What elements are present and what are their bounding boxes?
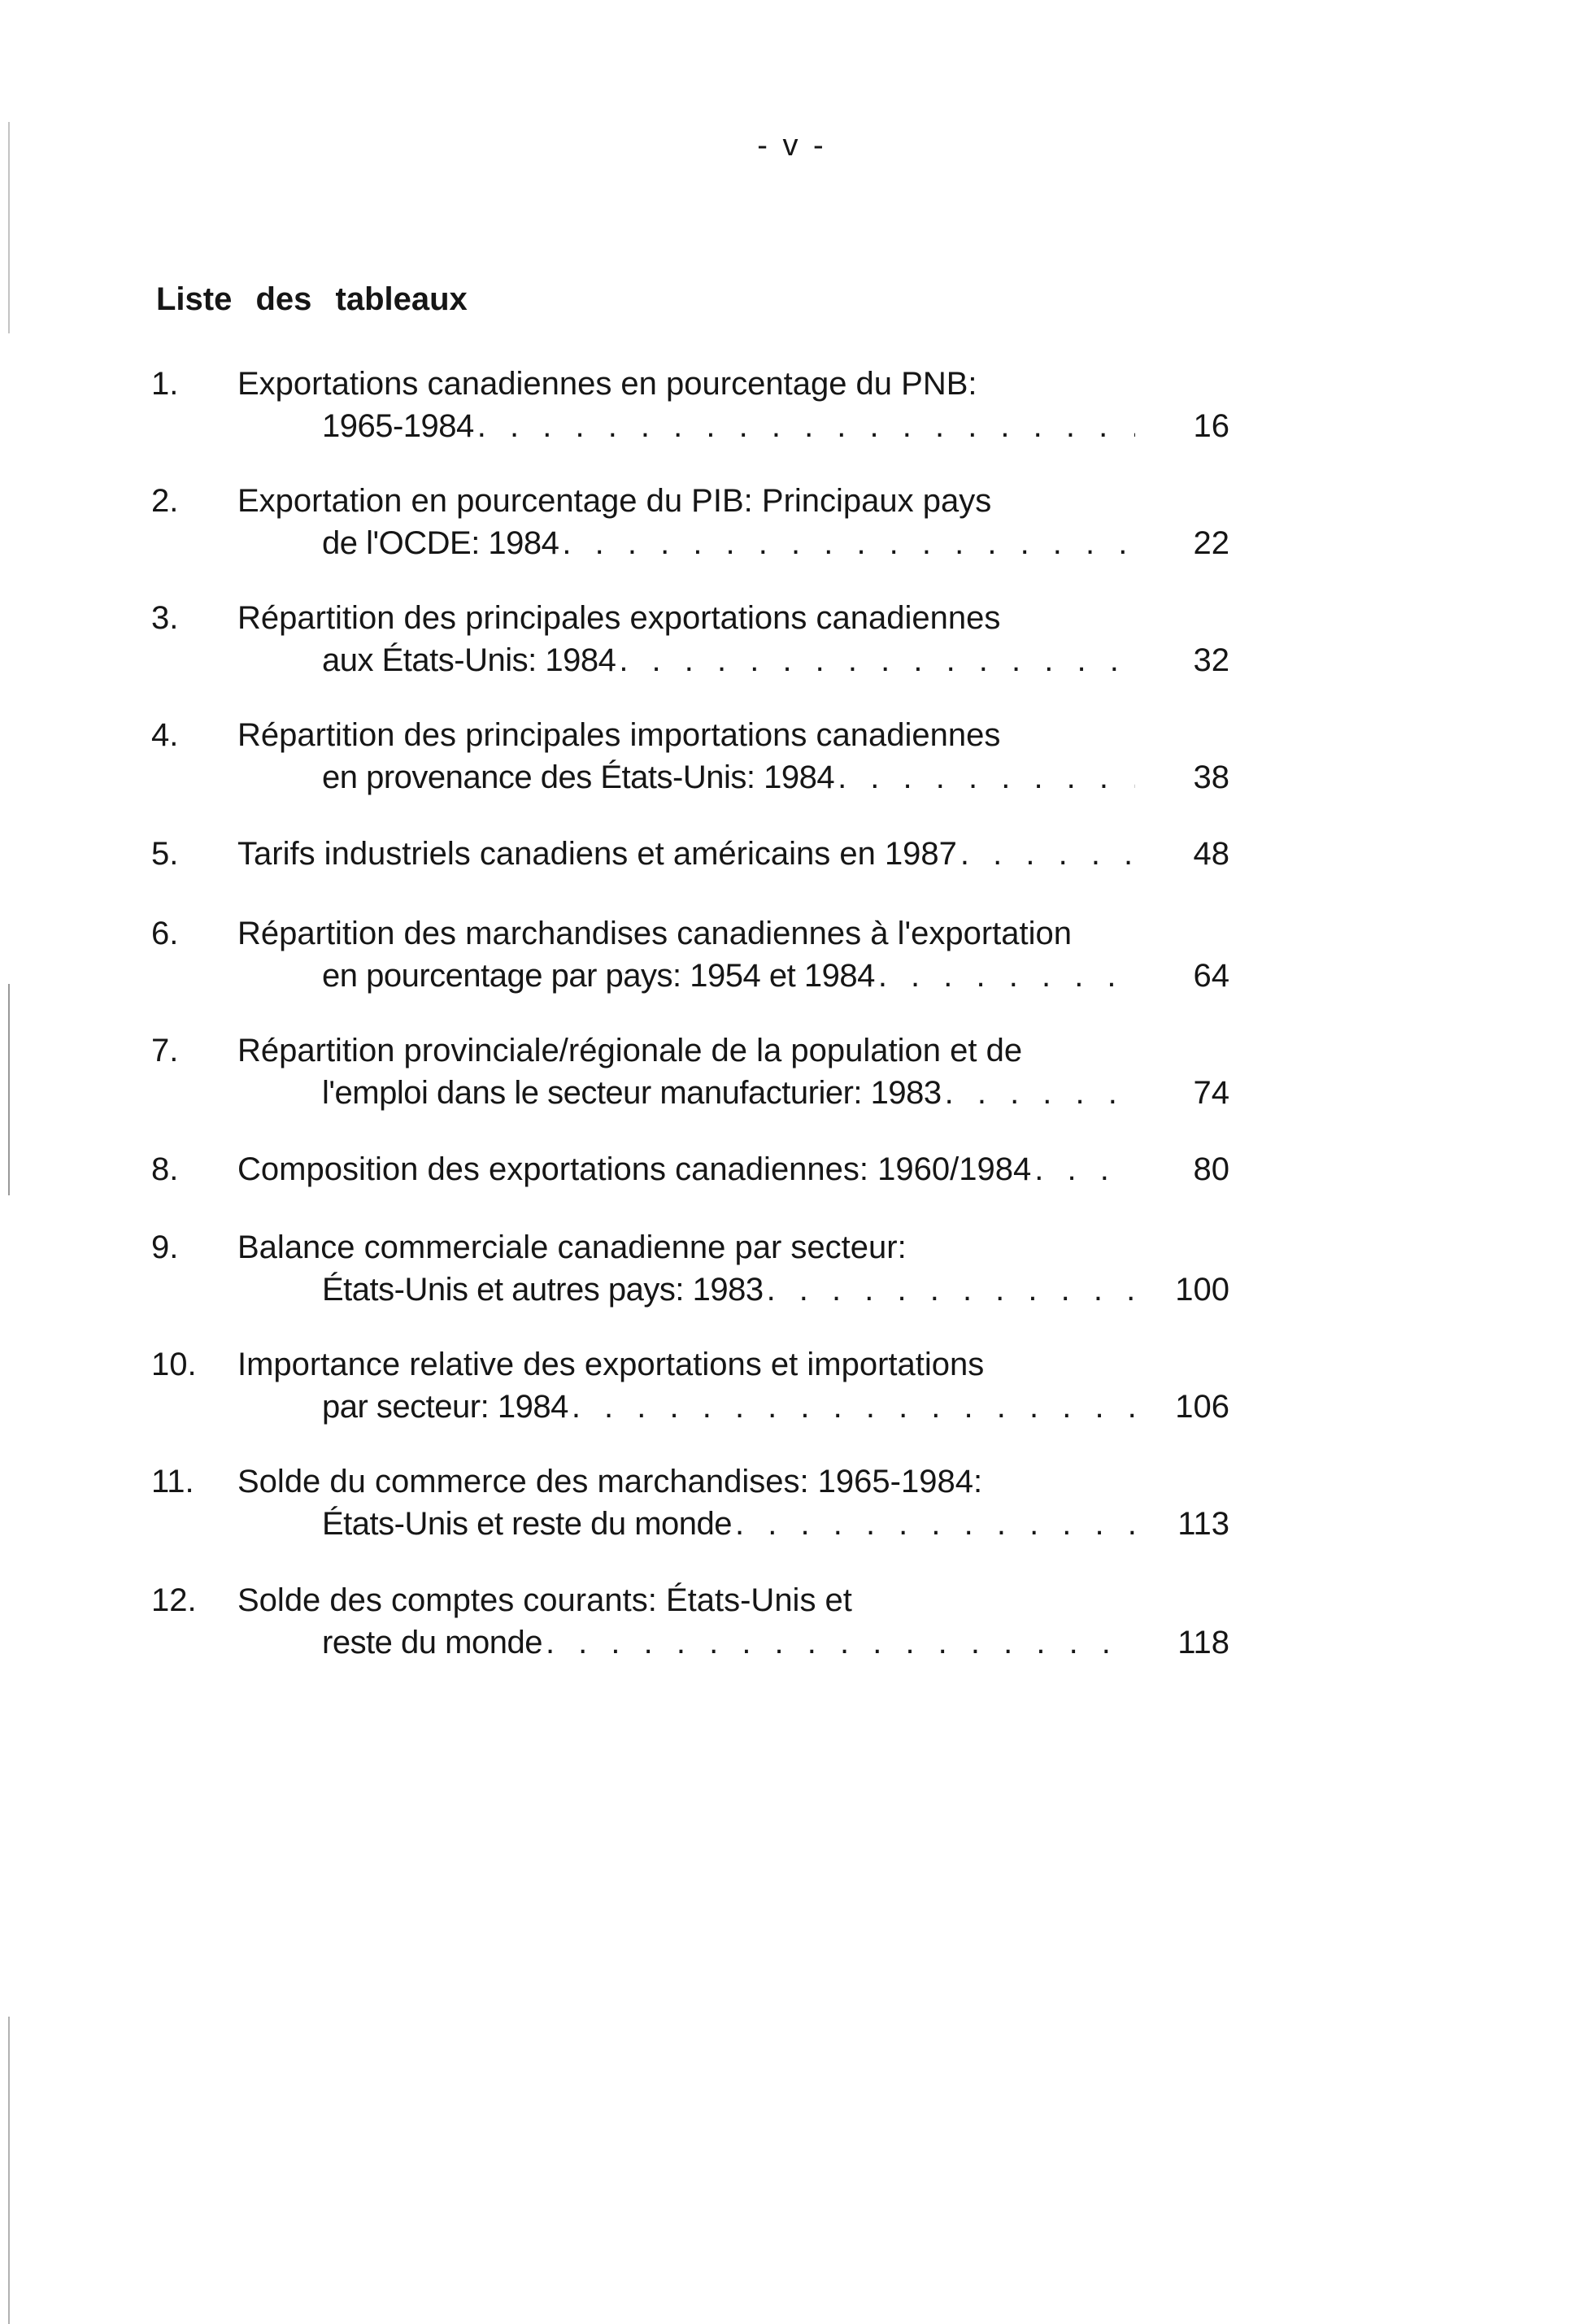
page-number: - v - (757, 128, 827, 163)
entry-page-number: 80 (1193, 1151, 1229, 1187)
entry-page-number: 48 (1193, 836, 1229, 872)
entry-number: 8. (151, 1151, 179, 1187)
entry-title-continued: 1965-1984 (322, 408, 474, 444)
dot-leader (542, 1621, 1135, 1664)
entry-page-number: 22 (1193, 525, 1229, 561)
entry-title-continued: reste du monde (322, 1625, 542, 1660)
dot-leader (957, 833, 1135, 875)
entry-title-continued: de l'OCDE: 1984 (322, 525, 559, 561)
entry-number: 11. (151, 1464, 194, 1499)
list-title: Liste des tableaux (156, 281, 468, 317)
entry-page-number: 38 (1193, 759, 1229, 795)
entry-title-continued: par secteur: 1984 (322, 1389, 568, 1425)
entry-number: 2. (151, 483, 179, 519)
entry-title: Répartition des principales importations canadiennes (237, 717, 1001, 753)
entry-page-number: 32 (1193, 642, 1229, 678)
entry-title: Exportations canadiennes en pourcentage du PNB: (237, 366, 977, 402)
entry-number: 6. (151, 916, 179, 951)
entry-page-number: 64 (1193, 958, 1229, 994)
entry-title-continued: États-Unis et autres pays: 1983 (322, 1272, 764, 1308)
dot-leader (1031, 1148, 1135, 1190)
entry-number: 4. (151, 717, 179, 753)
entry-page-number: 100 (1175, 1272, 1229, 1308)
entry-title: Exportation en pourcentage du PIB: Principaux pays (237, 483, 992, 519)
entry-number: 10. (151, 1347, 197, 1382)
dot-leader (732, 1503, 1135, 1545)
dot-leader (942, 1072, 1135, 1114)
entry-title: Solde du commerce des marchandises: 1965-1984: (237, 1464, 983, 1499)
dot-leader (764, 1269, 1135, 1311)
entry-number: 7. (151, 1033, 179, 1068)
entry-title-continued: États-Unis et reste du monde (322, 1506, 733, 1542)
entry-title-continued: en pourcentage par pays: 1954 et 1984 (322, 958, 875, 994)
entry-title-continued: aux États-Unis: 1984 (322, 642, 616, 678)
entry-number: 9. (151, 1229, 179, 1265)
dot-leader (616, 639, 1135, 681)
dot-leader (559, 522, 1135, 564)
entry-number: 12. (151, 1582, 197, 1618)
entry-number: 1. (151, 366, 179, 402)
entry-title-continued: l'emploi dans le secteur manufacturier: 1983 (322, 1075, 942, 1111)
scan-edge-mark (8, 2017, 10, 2324)
entry-page-number: 74 (1193, 1075, 1229, 1111)
entry-title: Solde des comptes courants: États-Unis et (237, 1582, 852, 1618)
entry-number: 3. (151, 600, 179, 636)
scan-edge-mark (8, 984, 10, 1195)
entry-title: Tarifs industriels canadiens et américains en 1987 (237, 836, 957, 872)
dot-leader (875, 955, 1135, 997)
dot-leader (834, 756, 1135, 799)
entry-number: 5. (151, 836, 179, 872)
dot-leader (568, 1386, 1135, 1428)
entry-title: Importance relative des exportations et importations (237, 1347, 985, 1382)
entry-page-number: 113 (1177, 1506, 1229, 1542)
entry-title: Composition des exportations canadiennes: 1960/1984 (237, 1151, 1032, 1187)
entry-title: Répartition des marchandises canadiennes à l'exportation (237, 916, 1073, 951)
entry-page-number: 118 (1177, 1625, 1229, 1660)
entry-title: Répartition provinciale/régionale de la population et de (237, 1033, 1023, 1068)
entry-title: Répartition des principales exportations canadiennes (237, 600, 1001, 636)
entry-page-number: 106 (1175, 1389, 1229, 1425)
entry-title: Balance commerciale canadienne par secteur: (237, 1229, 907, 1265)
dot-leader (474, 405, 1135, 447)
entry-title-continued: en provenance des États-Unis: 1984 (322, 759, 835, 795)
entry-page-number: 16 (1193, 408, 1229, 444)
